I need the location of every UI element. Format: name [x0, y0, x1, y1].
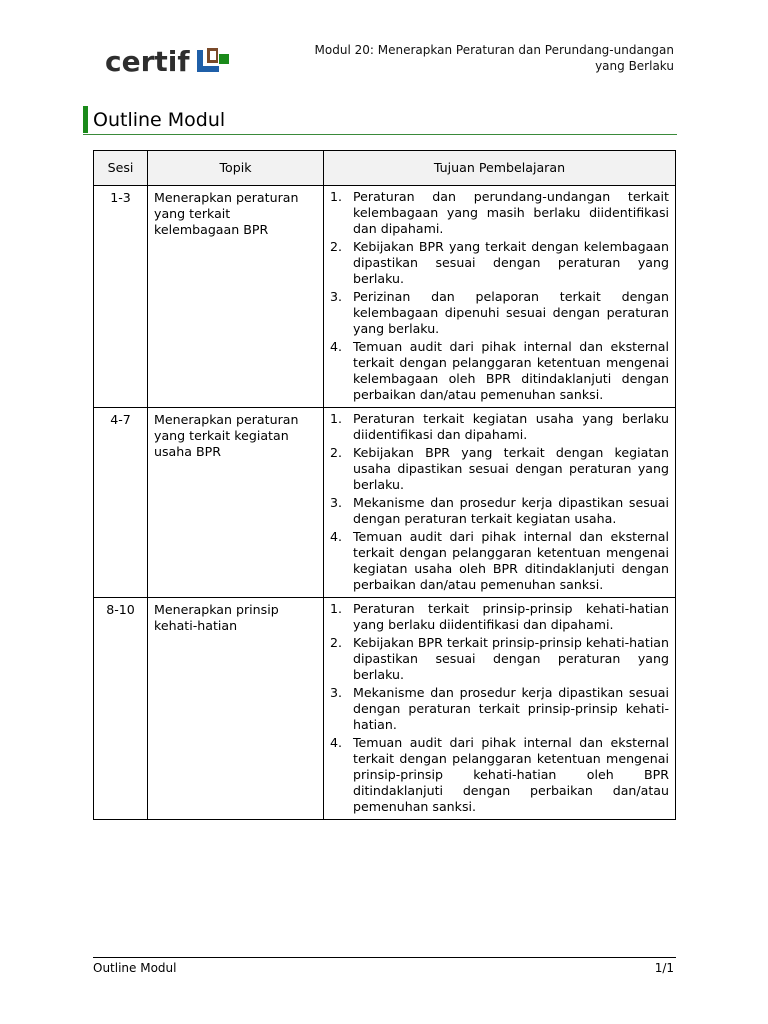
cell-sesi: 1-3 — [94, 186, 148, 408]
section-title: Outline Modul — [93, 109, 226, 131]
goal-item: 1. Peraturan terkait prinsip-prinsip kehati-hatian yang berlaku diidentifikasi dan dipahami. — [330, 601, 669, 632]
goal-item: 2. Kebijakan BPR yang terkait dengan kelembagaan dipastikan sesuai dengan peraturan yang berlaku. — [330, 239, 669, 286]
logo-text: certif — [105, 45, 190, 78]
module-title: Modul 20: Menerapkan Peraturan dan Perundang-undangan yang Berlaku — [314, 43, 674, 73]
cell-tujuan — [324, 598, 676, 820]
table-row — [94, 408, 676, 598]
table-header-row — [94, 151, 676, 186]
cell-topik: Menerapkan prinsip kehati-hatian — [148, 598, 324, 820]
cell-topik: Menerapkan peraturan yang terkait kelembagaan BPR — [148, 186, 324, 408]
cell-tujuan — [324, 186, 676, 408]
outline-table — [93, 150, 676, 820]
table-row — [94, 598, 676, 820]
goal-item: 4. Temuan audit dari pihak internal dan eksternal terkait dengan pelanggaran ketentuan mengenai kegiatan usaha oleh BPR ditindaklanjuti dengan perbaikan dan/atau pemenuhan sanksi. — [330, 529, 669, 592]
cell-tujuan — [324, 408, 676, 598]
header-topik: Topik — [148, 151, 324, 186]
goal-item: 3. Mekanisme dan prosedur kerja dipastikan sesuai dengan peraturan terkait kegiatan usaha. — [330, 495, 669, 526]
page-number: 1/1 — [654, 961, 674, 975]
section-heading — [83, 106, 677, 135]
goal-item: 2. Kebijakan BPR terkait prinsip-prinsip kehati-hatian dipastikan sesuai dengan peraturan yang berlaku. — [330, 635, 670, 682]
header-sesi: Sesi — [94, 151, 148, 186]
goal-item: 4. Temuan audit dari pihak internal dan eksternal terkait dengan pelanggaran ketentuan mengenai prinsip-prinsip kehati-hatian oleh BPR ditindaklanjuti dengan perbaikan dan/atau pemenuhan sanksi. — [330, 735, 669, 814]
goal-list — [330, 411, 669, 593]
goal-item: 1. Peraturan dan perundang-undangan terkait kelembagaan yang masih berlaku diidentifikasi dan dipahami. — [330, 189, 669, 236]
footer-divider — [93, 957, 676, 958]
footer-title: Outline Modul — [93, 961, 177, 975]
goal-list — [330, 601, 669, 815]
certif-logo — [101, 42, 241, 86]
goal-list — [330, 189, 669, 403]
goal-item: 4. Temuan audit dari pihak internal dan eksternal terkait dengan pelanggaran ketentuan mengenai kelembagaan oleh BPR ditindaklanjuti dengan perbaikan dan/atau pemenuhan sanksi. — [330, 339, 669, 402]
cell-topik: Menerapkan peraturan yang terkait kegiatan usaha BPR — [148, 408, 324, 598]
header-tujuan: Tujuan Pembelajaran — [324, 151, 676, 186]
goal-item: 1. Peraturan terkait kegiatan usaha yang berlaku diidentifikasi dan dipahami. — [330, 411, 669, 442]
goal-item: 3. Perizinan dan pelaporan terkait dengan kelembagaan dipenuhi sesuai dengan peraturan yang berlaku. — [330, 289, 669, 336]
goal-item: 2. Kebijakan BPR yang terkait dengan kegiatan usaha dipastikan sesuai dengan peraturan yang berlaku. — [330, 445, 669, 492]
logo-mark-icon — [197, 48, 231, 74]
cell-sesi: 8-10 — [94, 598, 148, 820]
table-row — [94, 186, 676, 408]
section-accent-bar — [83, 106, 88, 133]
goal-item: 3. Mekanisme dan prosedur kerja dipastikan sesuai dengan peraturan terkait prinsip-prinsip kehati-hatian. — [330, 685, 669, 732]
cell-sesi: 4-7 — [94, 408, 148, 598]
